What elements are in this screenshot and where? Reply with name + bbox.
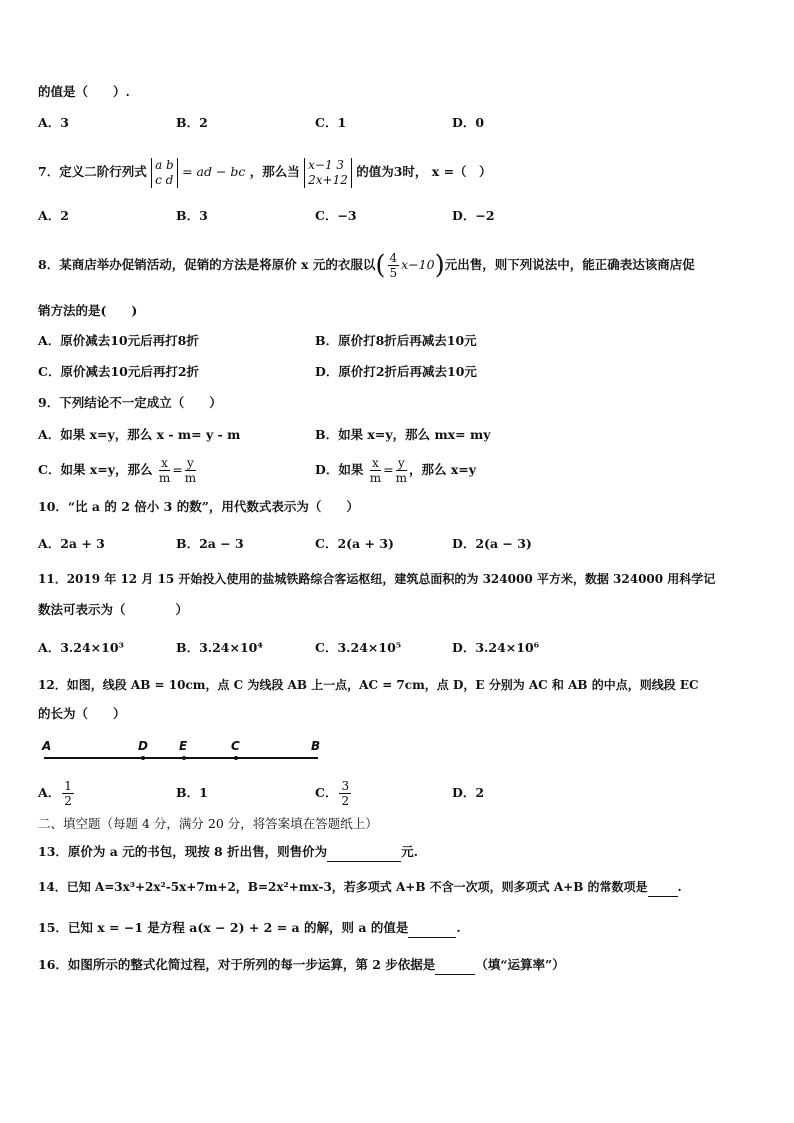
- q9-d-frac2-num: y: [396, 456, 407, 471]
- q14-pre: 14．已知 A=3x³+2x²-5x+7m+2，B=2x²+mx-3，若多项式 A+B 不含一次项，则多项式 A+B 的常数项是: [38, 880, 648, 894]
- q12-c-frac-den: 2: [341, 794, 350, 808]
- q10-option-d: D．2(a − 3): [452, 536, 532, 551]
- q9-c-frac1: [159, 456, 170, 485]
- q12-point-b-label: B: [311, 739, 321, 753]
- q8-option-b: B．原价打8折后再减去10元: [315, 333, 477, 348]
- q8-left-paren: (: [375, 250, 386, 281]
- q8-frac-den: 5: [389, 266, 398, 280]
- q10-option-a: A．2a + 3: [38, 536, 105, 551]
- q7-det2-row1: x−1 3: [308, 157, 345, 172]
- q9-option-a: A．如果 x=y，那么 x - m= y - m: [38, 427, 241, 442]
- q12-c-frac-num: 3: [341, 779, 350, 793]
- q9-c-frac2: [185, 456, 196, 485]
- q16-post: （填“运算率”）: [475, 957, 565, 972]
- q12-option-a-label: A．: [38, 785, 61, 800]
- q12-segment-ab: [44, 757, 318, 759]
- q8-suffix: 元出售，则下列说法中，能正确表达该商店促: [444, 257, 695, 272]
- q9-d-frac1-num: x: [370, 456, 381, 471]
- q11-option-d: D．3.24×10⁶: [452, 640, 540, 655]
- q8-option-c: C．原价减去10元后再打2折: [38, 364, 200, 379]
- q10-option-c: C．2(a + 3): [315, 536, 394, 551]
- q9-c-equals: =: [172, 462, 183, 477]
- q9-option-b: B．如果 x=y，那么 mx= my: [315, 427, 491, 442]
- q6-option-c: C．1: [315, 115, 347, 130]
- q9-d-frac2-den: m: [395, 471, 407, 485]
- q12-a-frac-num: 1: [64, 779, 72, 793]
- q7-det1-row1: a b: [155, 157, 174, 172]
- q11-stem-line2: 数法可表示为（ ）: [38, 602, 189, 617]
- q12-option-b: B．1: [176, 785, 208, 800]
- q11-option-b: B．3.24×10⁴: [176, 640, 263, 655]
- q12-point-d: [141, 756, 145, 760]
- q9-option-c: [38, 452, 198, 488]
- q6-option-a: A．3: [38, 115, 69, 130]
- q11-option-c: C．3.24×10⁵: [315, 640, 402, 655]
- q8-option-d: D．原价打2折后再减去10元: [315, 364, 477, 379]
- q9-option-c-pre: C．如果 x=y，那么: [38, 462, 153, 477]
- q14-post: .: [677, 880, 682, 894]
- q7-tail: 的值为3时， x =（ ）: [356, 164, 492, 179]
- q7-determinant-definition: [151, 158, 178, 188]
- q16-stem: [38, 956, 565, 975]
- q16-answer-blank[interactable]: [435, 956, 475, 975]
- q12-stem-line1: 12．如图，线段 AB = 10cm，点 C 为线段 AB 上一点，AC = 7cm，点 D，E 分别为 AC 和 AB 的中点，则线段 EC: [38, 678, 699, 692]
- q9-d-frac1: [370, 456, 381, 485]
- q10-option-b: B．2a − 3: [176, 536, 244, 551]
- q9-c-frac2-den: m: [184, 471, 197, 485]
- q15-pre: 15．已知 x = −1 是方程 a(x − 2) + 2 = a 的解，则 a 的值是: [38, 920, 409, 935]
- q12-a-frac-den: 2: [64, 794, 72, 808]
- q6-stem-tail: 的值是（ ）.: [38, 84, 130, 99]
- q7-mid: ，那么当: [249, 164, 300, 179]
- q12-point-e-label: E: [179, 739, 188, 753]
- q7-option-c: C．−3: [315, 208, 357, 223]
- q7-definition-expr: = ad − bc: [182, 164, 246, 179]
- q7-stem: [38, 156, 492, 188]
- q12-option-c: [315, 775, 353, 811]
- q8-frac-num: 4: [389, 251, 398, 265]
- q9-option-d-post: ，那么 x=y: [408, 462, 477, 477]
- q7-option-d: D．−2: [452, 208, 495, 223]
- q6-option-b: B．2: [176, 115, 208, 130]
- q11-stem-line1: 11．2019 年 12 月 15 开始投入使用的盐城铁路综合客运枢纽，建筑总面积的为 324000 平方米，数据 324000 用科学记: [38, 572, 716, 586]
- q10-stem: 10．“比 a 的 2 倍小 3 的数”，用代数式表示为（ ）: [38, 499, 359, 514]
- q7-determinant-given: [304, 158, 352, 188]
- q9-c-frac1-num: x: [159, 456, 170, 471]
- q6-option-d: D．0: [452, 115, 485, 130]
- q7-option-a: A．2: [38, 208, 69, 223]
- q8-stem: [38, 248, 695, 282]
- q12-point-e: [182, 756, 186, 760]
- q9-c-frac2-num: y: [185, 456, 196, 471]
- q12-option-d: D．2: [452, 785, 485, 800]
- q14-stem: [38, 878, 682, 897]
- q12-option-c-frac: [339, 779, 351, 808]
- q12-option-a-frac: [62, 779, 74, 808]
- q8-prefix: 8．某商店举办促销活动，促销的方法是将原价 x 元的衣服以: [38, 257, 376, 272]
- q9-c-frac1-den: m: [158, 471, 171, 485]
- q9-option-d: [315, 452, 476, 488]
- q9-d-frac1-den: m: [369, 471, 382, 485]
- q8-right-paren: ): [434, 250, 445, 281]
- q12-point-d-label: D: [138, 739, 148, 753]
- q15-answer-blank[interactable]: [408, 919, 456, 938]
- q8-option-a: A．原价减去10元后再打8折: [38, 333, 199, 348]
- q12-option-a: [38, 775, 76, 811]
- q13-answer-blank[interactable]: [327, 843, 401, 862]
- q14-answer-blank[interactable]: [648, 878, 678, 897]
- q9-d-equals: =: [383, 462, 394, 477]
- q7-det2-row2: 2x+12: [308, 172, 348, 187]
- q13-pre: 13．原价为 a 元的书包，现按 8 折出售，则售价为: [38, 844, 328, 859]
- section-2-heading: 二、填空题（每题 4 分，满分 20 分，将答案填在答题纸上）: [38, 816, 378, 831]
- q12-option-c-label: C．: [315, 785, 338, 800]
- q8-stem-line2: 销方法的是( ): [38, 303, 138, 318]
- q11-option-a: A．3.24×10³: [38, 640, 124, 655]
- q7-option-b: B．3: [176, 208, 208, 223]
- q7-det1-row2: c d: [155, 172, 174, 187]
- q9-option-d-pre: D．如果: [315, 462, 364, 477]
- q7-prefix: 7．定义二阶行列式: [38, 164, 147, 179]
- q9-d-frac2: [396, 456, 407, 485]
- q12-stem-line2: 的长为（ ）: [38, 706, 126, 721]
- q15-post: .: [456, 920, 461, 935]
- q8-fraction: [388, 251, 400, 280]
- q12-point-c-label: C: [231, 739, 240, 753]
- q13-stem: [38, 843, 418, 862]
- q13-post: 元.: [401, 844, 418, 859]
- q8-expr-tail: x−10: [401, 257, 435, 272]
- q16-pre: 16．如图所示的整式化简过程，对于所列的每一步运算，第 2 步依据是: [38, 957, 436, 972]
- q9-stem: 9．下列结论不一定成立（ ）: [38, 395, 222, 410]
- q15-stem: [38, 919, 461, 938]
- q12-point-a-label: A: [42, 739, 52, 753]
- q12-point-c: [234, 756, 238, 760]
